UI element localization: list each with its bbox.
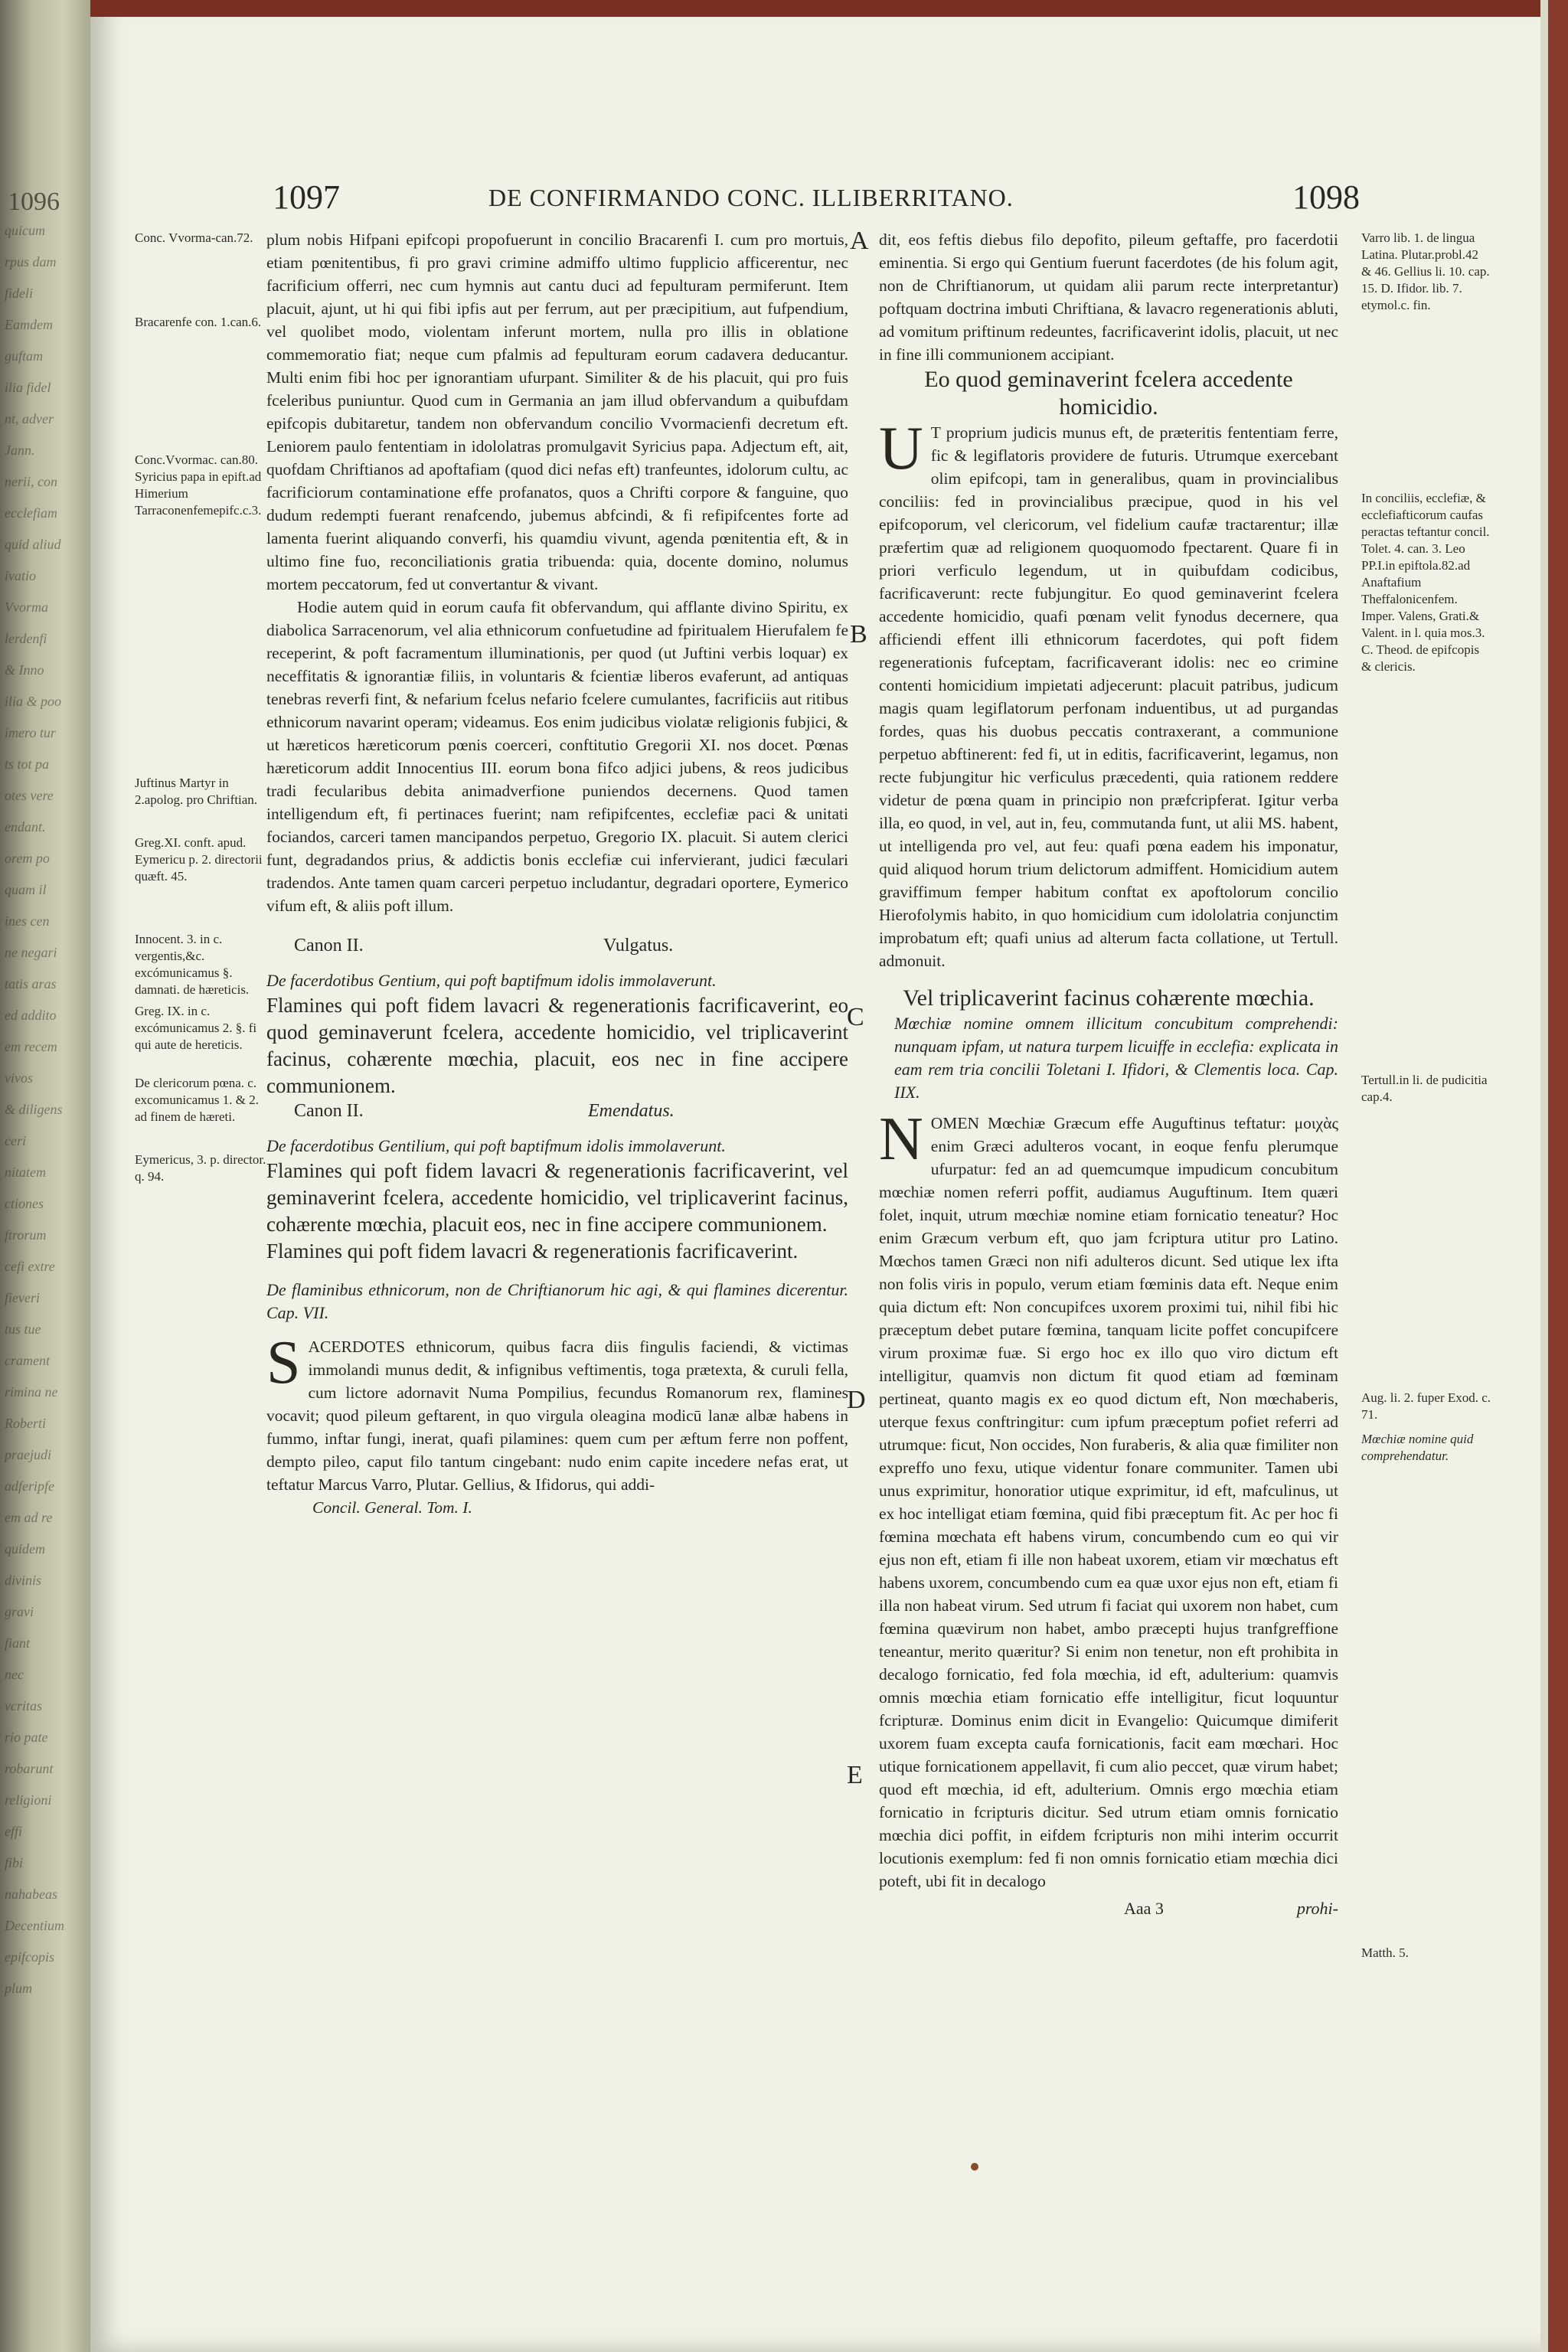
- canon-tag: Emendatus.: [588, 1101, 675, 1121]
- previous-page-fragment: lerdenfi: [5, 631, 47, 646]
- canon-text: Flamines qui poft fidem lavacri & regenerationis facrificaverint.: [266, 1240, 799, 1263]
- previous-page-fragment: plum: [5, 1981, 32, 1996]
- page-footer: [879, 1897, 1338, 1923]
- paragraph-text: OMEN Mœchiæ Græcum effe Auguftinus teftatur: μοιχὰς enim Græci adulteros vocant, in eoque fenfu plerumque ufurpatur: fed an ad quemcumque impudicum concubitum mœchiæ nomen referri poffit, audiamus Auguftinum. Item quæri folet, inquit, utrum mœchiæ nomine etiam fornicatio teneatur? Hoc enim Græcum verbum eft, quo jam fcriptura utitur pro Latino. Mœchos tamen Græci non nifi adulteros dicunt. Sed utique lex ifta non folis viris in populo, verum etiam fœminis data eft. Neque enim quia dictum eft: Non concupifces uxorem proximi tui, nihil fibi hic præceptum debet putare fœmina, tanquam licite poffet concupifcere virum proximæ fuæ. Si ergo hoc ex illo quo viro dictum eft intelligitur, quamvis non dictum fit quod etiam ad fœminam pertineat, quanto magis ex eo quod dictum eft, Non mœchaberis, uterque fexus conftringitur: cum ipfum præceptum pofiet referri ad utrumque: ficut, Non occides, Non furaberis, & alia quæ fimiliter non expreffo uno fexu, utique videntur fonare communiter. Tamen ubi unus exprimitur, honoratior utique exprimitur, id eft, mafculinus, ut ex hoc intelligat etiam fœmina, quid fibi præceptum fit. Ac per hoc fi fœmina mœchata eft habens virum, concumbendo cum eo qui vir ejus non eft, etiam fi ille non habeat uxorem, etiam vir mœchatus eft habens uxorem, concumbendo cum ea quæ uxor ejus non eft, etiam fi illa non habeat virum. Sed utrum fi faciat qui uxorem non habet, cum fœmina quævirum non habet, ambo præcepti hujus tranfgreffione teneantur, merito quæritur? Si enim non tenetur, non eft prohibita in decalogo fornicatio, fed fola mœchia, id eft, adulterium: quamvis omnis mœchia etiam fornicatio effe intelligitur, ficut loquuntur fcripturæ. Dominus enim dicit in Evangelio: Quicumque dimiferit uxorem fuam excepta caufa fornicationis, facit eam mœchari. Hoc utique fornicationem appellavit, fi cum alio peccet, quæ virum habet; quod eft mœchia, id eft, adulterium. Omnis ergo mœchia etiam fornicatio in fcripturis dicitur. Sed utrum etiam omnis fornicatio mœchia dici poffit, in eifdem fcripturis non mihi interim occurrit locutionis exemplum: fed fi non omnis fornicatio etiam mœchia dici poteft, ubi fit in decalogo: [879, 1114, 1338, 1890]
- margin-note: Eymericus, 3. p. director. q. 94.: [135, 1152, 266, 1184]
- margin-note: Conc. Vvorma-can.72.: [135, 230, 253, 245]
- canon-heading: [266, 934, 848, 969]
- previous-page-fragment: quam il: [5, 882, 47, 897]
- drop-cap: U: [879, 415, 923, 482]
- previous-page-fragment: nerii, con: [5, 474, 57, 489]
- margin-note: Matth. 5.: [1361, 1945, 1409, 1960]
- drop-cap: N: [879, 1106, 923, 1173]
- book-cover-edge: [1548, 0, 1568, 2352]
- previous-page-fragment: endant.: [5, 819, 46, 835]
- book-binding: [0, 0, 90, 2352]
- previous-page-fragment: ilia fidel: [5, 380, 51, 395]
- canon-text: Flamines qui poft fidem lavacri & regenerationis facrificaverint, vel geminaverint fcelera, accedente homicidio, vel triplicaverint facinus, cohærente mœchia, placuit eos, nec in fine accipere communionem.: [266, 1159, 848, 1236]
- previous-page-fragment: ilia & poo: [5, 694, 62, 709]
- canon-heading: [266, 1099, 848, 1135]
- previous-page-fragment: vcritas: [5, 1698, 42, 1713]
- paragraph: [879, 1106, 1338, 1893]
- margin-note: Mœchiæ nomine quid comprehendatur.: [1361, 1432, 1474, 1463]
- previous-page-fragment: ne negari: [5, 945, 57, 960]
- previous-page-fragment: nt, adver: [5, 411, 54, 426]
- left-column: [266, 228, 848, 1519]
- previous-page-fragment: rio pate: [5, 1730, 48, 1745]
- previous-page-fragment: crament: [5, 1353, 50, 1368]
- previous-page-fragment: fieveri: [5, 1290, 40, 1305]
- previous-page-fragment: ivatio: [5, 568, 36, 583]
- previous-page-fragment: divinis: [5, 1573, 41, 1588]
- paragraph-text: T proprium judicis munus eft, de præteritis fententiam ferre, fic & legiflatoris providere de futuris. Utrumque exercebant olim epifcopi, tam in generalibus, quam in provincialibus conciliis: fed in provincialibus præcipue, quod in his vel epifcoporum, vel clericorum, vel fidelium caufæ tractarentur; illæ præfertim quæ ad religionem quoquomodo fpectarent. Quare fi in priori verficulo legendum, ut in quibufdam codicibus, facrificaverunt: recte fubjungitur. Eo quod geminaverint fcelera accedente homicidio, quafi pœnam velit fynodus decernere, qua afficiendi effent illi ethnicorum facerdotes, qui poft fidem regenerationis fufceptam, facrificaverant idolis: nec eo crimine contenti homicidium impietati adjecerunt: placuit patribus, judicum magis quam legiflatorum perfonam induentibus, ut ad purgandas fordes, quas his duobus peccatis contraxerant, a communione perpetuo abftinerent: fed fi, ut in editis, facrificaverint, legamus, non recte fubjungitur hic verficulus præcedenti, quia rationem reddere videtur de pœna quam in principio non præfcripferat. Igitur verba illa, eo quod, in vel, aut in, feu, commutanda funt, ut alii MS. habent, ut intelligenda pro vel, aut feu: quafi pœna eadem his imponatur, quid aliquod horum trium delictorum admiffent. Homicidium autem graviffimum femper habitum conftat ex apoftolorum concilio Hierofolymis habito, in quo homicidium cum idololatria conjunctim improbatum eft; quafi unius ad alterum facta collatione, ut Tertull. admonuit.: [879, 423, 1338, 970]
- previous-page-fragment: tus tue: [5, 1321, 41, 1337]
- page-edge: [1540, 0, 1548, 2352]
- canon-subtitle: De facerdotibus Gentium, qui poft baptifmum idolis immolaverunt.: [266, 971, 717, 990]
- section-marker: E: [847, 1761, 863, 1789]
- canon-text: Flamines qui poft fidem lavacri & regenerationis facrificaverint, eo quod geminaverunt fcelera, accedente homicidio, vel triplicaverint facinus, cohærente mœchia, placuit, eos nec in fine accipere communionem.: [266, 994, 848, 1097]
- previous-page-fragment: adferipfe: [5, 1478, 54, 1494]
- previous-page-fragment: rimina ne: [5, 1384, 58, 1400]
- previous-page-fragment: fideli: [5, 286, 33, 301]
- chapter-title: De flaminibus ethnicorum, non de Chriftianorum hic agi, & qui flamines dicerentur. Cap. VII.: [266, 1280, 848, 1322]
- paragraph: Hodie autem quid in eorum caufa fit obfervandum, qui afflante divino Spiritu, ex diabolica Sarracenorum, vel alia ethnicorum confuetudine ad fpiritualem Hierufalem fe receperint, & poft facramentum illuminationis, per quod (ut Juftini verbis loquar) ex neceffitatis & ignorantiæ filiis, in voluntaris & fcientiæ liberos evaferunt, ad antiquas tenebras reverfi fint, & nefarium fcelus nefario fcelere cumulantes, facrificiis aut ritibus ethnicorum navarint operam; videamus. Eos enim judicibus violatæ religionis fubjici, & ut hæreticos hæreticorum pœnis coerceri, conftitutio Gregorii XI. nos docet. Pœnas hæreticorum addit Innocentius III. eorum bona fifco adjici jubens, & reos judicibus tradi fecularibus debita animadverfione puniendos decernens. Quod tamen intelligendum eft, fi pertinaces fuerint; nam refipifcentes, ecclefiæ paci & unitati fociandos, carceri tamen mancipandos perpetuo, Gregorio IX. placuit. Si autem clerici funt, degradandos prius, & addictis bonis ecclefiæ cui infervierant, judici fæculari tradendos. Ante tamen quam carceri perpetuo includantur, degradari oportere, Eymerico vifum eft, & aliis poft illum.: [266, 598, 848, 915]
- chapter-paragraph: [266, 1329, 848, 1496]
- previous-page-fragment: quicum: [5, 223, 45, 238]
- section-marker: C: [847, 1003, 864, 1031]
- top-edge: [90, 0, 1568, 17]
- previous-page-fragment: gravi: [5, 1604, 34, 1619]
- margin-note: Aug. li. 2. fuper Exod. c. 71.: [1361, 1390, 1491, 1422]
- page: [90, 0, 1568, 2352]
- section-heading: Eo quod geminaverint fcelera accedente homicidio.: [924, 367, 1293, 420]
- previous-page-fragment: fiant: [5, 1635, 31, 1651]
- canon-label: Canon II.: [294, 936, 364, 956]
- previous-page-fragment: rpus dam: [5, 254, 57, 270]
- footer-note: Concil. General. Tom. I.: [312, 1498, 472, 1517]
- paragraph: dit, eos feftis diebus filo depofito, pileum geftaffe, pro facerdotii eminentia. Si ergo qui Gentium fuerunt facerdotes (de his folum agit, non de Chriftianorum, ut quidam alii parum recte interpretantur) poftquam doctrina imbuti Chriftiana, & lavacro regenerationis abluti, ad vomitum priftinum redeuntes, facrificaverint idolis, placuit, ut nec in fine illi communionem accipiant.: [879, 230, 1338, 364]
- margin-note: Juftinus Martyr in 2.apolog. pro Chriftian.: [135, 776, 258, 807]
- previous-page-fragment: Roberti: [5, 1416, 46, 1431]
- previous-page-fragment: Eamdem: [5, 317, 53, 332]
- previous-page-fragment: religioni: [5, 1792, 52, 1808]
- previous-page-fragment: cefi extre: [5, 1259, 55, 1274]
- running-title: DE CONFIRMANDO CONC. ILLIBERRITANO.: [488, 184, 1014, 211]
- previous-page-fragment: ts tot pa: [5, 756, 50, 772]
- previous-page-fragment: ecclefiam: [5, 505, 57, 521]
- previous-page-fragment: Jann.: [5, 443, 35, 458]
- ornament-dot: [971, 2163, 978, 2171]
- chapter-text: ACERDOTES ethnicorum, quibus facra diis fingulis faciendi, & victimas immolandi munus dedit, & infignibus veftimentis, toga prætexta, & curuli fella, cum lictore adornavit Numa Pompilius, fecundus Romanorum rex, flamines vocavit; quod pileum geftarent, in quo virgula oleagina modicū lanæ albæ habens in fummo, inftar fungi, inerat, quafi pilamines: quem cum per æftum ferre non poffent, dempto pileo, caput filo tantum cingebant: nudo enim capite incedere nefas erat, ut teftatur Marcus Varro, Plutar. Gellius, & Ifidorus, qui addi-: [266, 1338, 848, 1494]
- drop-cap: S: [266, 1329, 301, 1396]
- section-marker: A: [850, 227, 869, 255]
- previous-page-fragment: imero tur: [5, 725, 56, 740]
- margin-note: Varro lib. 1. de lingua Latina. Plutar.probl.42 & 46. Gellius li. 10. cap. 15. D. Ifidor. lib. 7. etymol.c. fin.: [1361, 230, 1490, 312]
- paragraph: [879, 415, 1338, 972]
- margin-note: Conc.Vvormac. can.80. Syricius papa in epift.ad Himerium Tarraconenfemepifc.c.3.: [135, 452, 262, 518]
- canon-label: Canon II.: [294, 1101, 364, 1121]
- previous-page-fragment: otes vere: [5, 788, 54, 803]
- previous-page-fragment: nahabeas: [5, 1886, 57, 1902]
- page-number-right: 1098: [1292, 178, 1360, 216]
- margin-note: Greg.XI. conft. apud. Eymericu p. 2. directorii quæft. 45.: [135, 835, 263, 884]
- section-marker: D: [847, 1386, 866, 1414]
- previous-page-fragment: & diligens: [5, 1102, 63, 1117]
- previous-page-fragment: ftrorum: [5, 1227, 47, 1243]
- previous-page-fragment: em recem: [5, 1039, 57, 1054]
- margin-note: Tertull.in li. de pudicitia cap.4.: [1361, 1073, 1488, 1104]
- page-number-left: 1097: [273, 178, 340, 216]
- previous-page-fragment: orem po: [5, 851, 50, 866]
- paragraph: plum nobis Hifpani epifcopi propofuerunt in concilio Bracarenfi I. cum pro mortuis, etiam pœnitentibus, fi pro gravi crimine admiffo ultimo fupplicio afficerentur, nec facrificium offerri, nec cum hymnis aut cantu duci ad fepulturam permiferunt. Item placuit, ajunt, ut hi qui fibi ipfis aut per ferrum, aut per præcipitium, aut fufpendium, vel quolibet modo, violentam inferunt mortem, nulla pro illis in oblatione commemoratio fiat; neque cum pfalmis ad fepulturam eorum cadavera deducantur. Multi enim fibi hoc per ignorantiam ufurpant. Similiter & de his placuit, qui pro fuis fceleribus puniuntur. Quod cum in Germania an jam illud obfervandum a quibufdam epifcopis dubitaretur, tandem non obfervandum concilio Vvormacienfi decretum eft. Leniorem paulo fententiam in idololatras promulgavit Syricius papa. Adjectum eft, ait, quofdam Chriftianos ad apoftafiam (quod dici nefas eft) tranfeuntes, idolorum cultu, ac facrificiorum contaminatione effe profanatos, quos a Chrifti corpore & fanguine, quo dudum redempti fuerant renafcendo, jubemus abfcindi, & fi refipifcentes forte ad lamenta fuerint aliquando converfi, his quamdiu vivunt, agenda pœnitentia eft, & in ultimo fine fuo, reconciliationis gratia tribuenda: quia, docente domino, nolumus mortem peccatorum, fed ut convertantur & vivant.: [266, 230, 848, 593]
- previous-page-fragment: Decentium: [5, 1918, 64, 1933]
- section-heading: Vel triplicaverint facinus cohærente mœchia.: [903, 985, 1315, 1011]
- margin-note: De clericorum pœna. c. excomunicamus 1. & 2. ad finem de hæreti.: [135, 1076, 259, 1124]
- canon-tag: Vulgatus.: [603, 936, 674, 956]
- right-column: [879, 228, 1338, 1923]
- previous-page-fragment: em ad re: [5, 1510, 53, 1525]
- previous-page-fragment: praejudi: [5, 1447, 51, 1462]
- previous-page-number: 1096: [8, 188, 60, 216]
- previous-page-fragment: ines cen: [5, 913, 50, 929]
- previous-page-fragment: ctiones: [5, 1196, 44, 1211]
- previous-page-fragment: nitatem: [5, 1165, 46, 1180]
- right-margin-notes: [1361, 230, 1491, 1302]
- previous-page-fragment: ed addito: [5, 1008, 57, 1023]
- canon-subtitle: De facerdotibus Gentilium, qui poft baptifmum idolis immolaverunt.: [266, 1136, 726, 1155]
- previous-page-fragment: quidem: [5, 1541, 45, 1557]
- previous-page-fragment: ceri: [5, 1133, 26, 1148]
- previous-page-fragment: quid aliud: [5, 537, 61, 552]
- previous-page-fragment: effi: [5, 1824, 22, 1839]
- previous-page-fragment: Vvorma: [5, 599, 48, 615]
- chapter-subtitle: Mœchiæ nomine omnem illicitum concubitum comprehendi: nunquam ipfam, ut natura turpem licuiffe in ecclefia: explicata in eam rem tria concilii Toletani I. Ifidori, & Clementis loca. Cap. IIX.: [894, 1014, 1338, 1102]
- margin-note: In conciliis, ecclefiæ, & ecclefiafticorum caufas peractas teftantur concil. Tolet. 4. can. 3. Leo PP.I.in epiftola.82.ad Anaftafium Theffalonicenfem. Imper. Valens, Grati.& Valent. in l. quia mos.3. C. Theod. de epifcopis & clericis.: [1361, 491, 1490, 674]
- margin-note: Innocent. 3. in c. vergentis,&c. excómunicamus §. damnati. de hæreticis.: [135, 932, 250, 997]
- margin-note: Greg. IX. in c. excómunicamus 2. §. fi qui aute de hereticis.: [135, 1004, 257, 1052]
- previous-page-fragment: & Inno: [5, 662, 44, 678]
- right-margin-notes-lower: [1361, 1390, 1491, 1465]
- catchword: prohi-: [1296, 1899, 1338, 1918]
- margin-note: Bracarenfe con. 1.can.6.: [135, 315, 262, 329]
- previous-page-fragment: robarunt: [5, 1761, 54, 1776]
- running-head: [90, 178, 1545, 216]
- previous-page-fragment: vivos: [5, 1070, 33, 1086]
- previous-page-text: [5, 176, 89, 1998]
- section-marker: B: [850, 620, 867, 648]
- previous-page-fragment: fibi: [5, 1855, 24, 1870]
- previous-page-fragment: epifcopis: [5, 1949, 54, 1965]
- left-margin-notes: [135, 230, 266, 1240]
- right-margin-note-matthew: [1361, 1945, 1491, 1962]
- previous-page-fragment: nec: [5, 1667, 24, 1682]
- signature-mark: Aaa 3: [1124, 1899, 1164, 1918]
- previous-page-fragment: tatis aras: [5, 976, 57, 991]
- previous-page-fragment: guftam: [5, 348, 44, 364]
